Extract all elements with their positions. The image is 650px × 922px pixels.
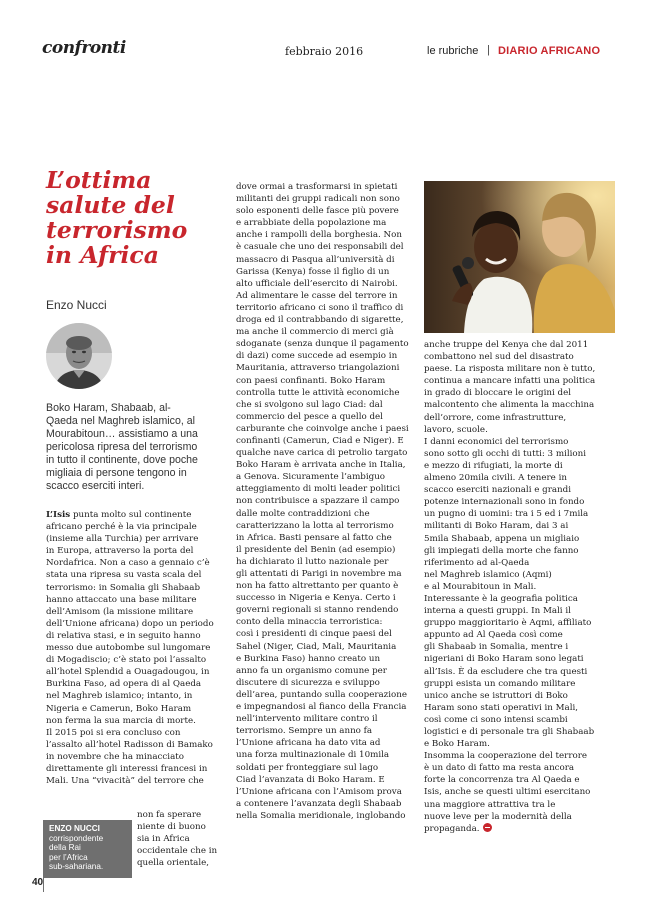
text-line: Mali. Una “vivacità” del terrore che [46, 776, 204, 787]
text-line: unico anche se istruttori di Boko [424, 690, 568, 701]
text-line: (insieme alla Turchia) per arrivare [46, 534, 199, 545]
text-line: non ferma la sua marcia di morte. [46, 715, 196, 726]
text-line: il presidente del Benin (ad esempio) [236, 544, 396, 555]
text-line: caratterizzano la lotta al terrorismo [236, 520, 394, 531]
text-line: messo due autobombe sul lungomare [46, 643, 211, 654]
text-line: Boko Haram è arrivata anche in Italia, [236, 460, 406, 471]
text-line: nel Maghreb islamico (Aqmi) [424, 569, 552, 580]
text-line: propaganda. [424, 823, 614, 835]
text-line: lavoro, scuole. [424, 424, 488, 435]
text-line: a Genova. Sicuramente l’ambiguo [236, 472, 386, 483]
text-line: interna a questi gruppi. In Mali il [424, 606, 571, 617]
text-line: forte la concorrenza tra Al Qaeda e [424, 775, 580, 786]
text-line: appunto ad Al Qaeda così come [424, 630, 563, 641]
text-line: niente di buono [137, 822, 206, 833]
text-line: con paesi confinanti. Boko Haram [236, 375, 386, 386]
text-line: Ad alimentare le casse del terrore in [236, 290, 398, 301]
author-box-line: corrispondente [49, 833, 104, 843]
text-line: discutere di sicurezza e sviluppo [236, 677, 380, 688]
text-line: gruppi esista un comando militare [424, 678, 576, 689]
text-line: sono sotto gli occhi di tutti: 3 milioni [424, 448, 587, 459]
text-line: commercio del pesce a quello del [236, 411, 383, 422]
text-line: anche i rampolli della borghesia. Non [236, 230, 402, 241]
author-box-line: per l’Africa [49, 852, 88, 862]
text-line: e mezzo di rifugiati, la morte di [424, 460, 563, 471]
section-title: DIARIO AFRICANO [498, 45, 601, 57]
text-line: ma anche il commercio di merci già [236, 327, 394, 338]
article-title [46, 168, 206, 268]
dropcap-word: L’Isis [46, 510, 71, 520]
text-line: che si svolgono sul lago Ciad: dal [236, 399, 383, 410]
text-line: Nigeria e Camerun, Boko Haram [46, 703, 192, 714]
text-line: di dazi) come succede ad esempio in [236, 351, 398, 362]
lead-line: scacco eserciti interi. [46, 480, 145, 492]
text-line: militanti dei gruppi radicali non sono [236, 194, 400, 205]
text-line: occidentale che in [137, 846, 218, 857]
text-line: combattono nel sud del disastrato [424, 352, 574, 363]
title-line: terrorismo [46, 216, 188, 244]
title-line: in Africa [46, 241, 159, 269]
lead-line: Qaeda nel Maghreb islamico, al [46, 415, 195, 427]
text-line: e impegnandosi al fianco della Francia [236, 702, 407, 713]
text-line: non contribuisce a spazzare il campo [236, 496, 400, 507]
text-line: terrorismo: in Somalia gli Shabaab [46, 582, 201, 593]
text-line: Interessante è la geografia politica [424, 593, 578, 604]
text-line: territorio africano ci sono il traffico di [236, 302, 404, 313]
text-line: l’Unione africana ha dato vita ad [236, 738, 381, 749]
lead-line: Mourabitoun… assistiamo a una [46, 428, 198, 440]
text-line: atteggiamento di molti leader politici [236, 484, 401, 495]
text-line: stata una ripresa su vasta scala del [46, 570, 202, 581]
text-line: all’Isis. È da escludere che tra questi [424, 666, 588, 677]
author-portrait [46, 323, 112, 389]
text-line: I danni economici del terrorismo [424, 436, 569, 447]
text-line: malcontento che alimenta la macchina [424, 400, 595, 411]
text-line: direttamente gli interessi francesi in [46, 763, 208, 774]
magazine-logo: confronti [42, 38, 126, 58]
text-line: dalle molte contraddizioni che [236, 508, 370, 519]
article-photo-image [424, 181, 615, 333]
text-line: una forza multinazionale di 10mila [236, 750, 390, 761]
text-line: successo in Nigeria e Kenya. Certo i [236, 593, 396, 604]
text-line: di Mogadiscio; c’è stato poi l’assalto [46, 655, 207, 666]
text-line: ha dichiarato il lutto nazionale per [236, 556, 389, 567]
text-line: l’Unione africana con l’Amisom prova [236, 786, 402, 797]
author-portrait-image [46, 323, 112, 389]
text-line: nel Maghreb islamico; intanto, in [46, 691, 193, 702]
text-line: africano perché è la via principale [46, 522, 197, 533]
text-line: anno fa un organismo comune per [236, 665, 387, 676]
author-byline: Enzo Nucci [46, 298, 107, 312]
text-line: Mauritania, attraverso triangolazioni [236, 363, 400, 374]
text-line: Haram sono stati operativi in Mali, [424, 702, 579, 713]
text-line: almeno 20mila civili. A tenere in [424, 473, 567, 484]
text-line: gli Shabaab in Somalia, mentre i [424, 642, 569, 653]
text-line: conto della minaccia terroristica: [236, 617, 383, 628]
text-line: non fa sperare [137, 810, 202, 820]
text-line: dell’orrore, come infrastrutture, [424, 412, 567, 423]
text-line: Ciad l’avanzata di Boko Haram. E [236, 774, 385, 785]
text-line: in Europa, attraverso la porta del [46, 546, 194, 557]
text-line: all’hotel Splendid a Ouagadougou, in [46, 667, 210, 678]
text-line: governi regionali si stanno rendendo [236, 605, 399, 616]
text-line: droga ed il contrabbando di sigarette, [236, 315, 404, 326]
text-line: nell’intervento militare contro il [236, 714, 378, 725]
page-number: 40 [32, 877, 44, 888]
title-line: salute del [46, 191, 175, 219]
rubric-label: le rubriche [427, 45, 479, 57]
text-line: in novembre che ha minacciato [46, 751, 184, 762]
article-photo [424, 181, 615, 333]
text-line: dell’area, puntando sulla cooperazione [236, 689, 408, 700]
text-line: scacco eserciti nazionali e grandi [424, 485, 571, 496]
text-line: logistici e di personale tra gli Shabaab [424, 727, 595, 737]
text-line: l’assalto all’hotel Radisson di Bamako [46, 739, 213, 750]
title-line: L’ottima [46, 166, 152, 194]
lead-line: pericolosa ripresa del terrorismo [46, 441, 198, 453]
author-info-box [44, 820, 132, 878]
text-line: paese. La risposta militare non è tutto, [424, 364, 596, 375]
text-line: dell’Unione africana) dopo un periodo [46, 618, 214, 629]
text-line: Insomma la cooperazione del terrore [424, 751, 588, 762]
text-line: gli attentati di Parigi in novembre ma [236, 569, 402, 579]
text-line: anche truppe del Kenya che dal 2011 [424, 340, 589, 350]
text-line: quella orientale, [137, 858, 210, 869]
text-line: dove ormai a trasformarsi in spietati [236, 182, 398, 192]
author-box-line: sub-sahariana. [49, 862, 104, 872]
author-box-line: della Rai [49, 843, 81, 853]
text-line: nella Somalia meridionale, inglobando [236, 810, 406, 821]
text-line: e arrabbiate della popolazione ma [236, 218, 387, 229]
text-line: e Boko Haram. [424, 739, 490, 750]
text-line: confinanti (Camerun, Ciad e Niger). E [236, 435, 404, 446]
text-line: potenze internazionali sono in fondo [424, 497, 585, 508]
lead-line: migliaia di persone tengono in [46, 467, 187, 479]
text-line: solo esponenti delle fasce più povere [236, 206, 399, 217]
text-line: Burkina Faso, ad opera di al Qaeda [46, 679, 202, 690]
text-line: terrorismo. Sempre un anno fa [236, 726, 373, 737]
column-1-continuation [137, 809, 223, 869]
text-line: soldati per fronteggiare sul lago [236, 762, 379, 773]
text-line: nigeriani di Boko Haram sono legati [424, 654, 584, 665]
header-separator: | [487, 44, 490, 56]
end-of-article-icon [483, 823, 492, 832]
lead-line: in tutto il continente, dove poche [46, 454, 198, 466]
issue-date: febbraio 2016 [285, 45, 364, 58]
text-line: gruppo maggioritario è Aqmi, affiliato [424, 618, 592, 629]
text-line: sdoganate (senza dunque il pagamento [236, 339, 409, 350]
text-line: hanno attaccato una base militare [46, 594, 197, 605]
column-1-text [46, 509, 218, 787]
text-line: Isis, anche se questi ultimi esercitano [424, 787, 591, 798]
text-line: alto ufficiale dell’esercito di Nairobi. [236, 278, 398, 289]
text-line: una maggiore attrattiva tra le [424, 799, 556, 810]
text-line: Sahel (Niger, Ciad, Mali, Mauritania [236, 641, 397, 652]
text-line: dell’Amisom (la missione militare [46, 606, 194, 617]
article-lead [46, 402, 214, 493]
text-line: non ha fatto altrettanto per quanto è [236, 581, 399, 592]
author-box-name: ENZO NUCCI [49, 824, 100, 833]
text-line: gli impiegati della morte che fanno [424, 545, 579, 556]
text-line: sia in Africa [137, 834, 190, 845]
text-line: così come ci sono intensi scambi [424, 714, 568, 725]
text-line: così i presidenti di cinque paesi del [236, 629, 392, 640]
text-line: 5mila Shabaab, appena un migliaio [424, 533, 580, 544]
text-line: controlla tutte le attività economiche [236, 387, 400, 398]
text-line: Garissa (Kenya) fosse il figlio di un [236, 266, 390, 277]
text-line: in grado di bloccare le origini del [424, 388, 572, 399]
text-line: qualche nave carica di petrolio targato [236, 448, 408, 459]
text-line: massacro di Pasqua all’università di [236, 254, 395, 265]
text-line: Nordafrica. Non a caso a gennaio c’è [46, 558, 210, 569]
column-3-text [424, 339, 614, 835]
text-line: L’Isis punta molto sul continente [46, 510, 192, 520]
text-line: militanti di Boko Haram, dai 3 ai [424, 521, 569, 532]
text-line: riferimento ad al-Qaeda [424, 557, 530, 568]
text-line: e al Mourabitoun in Mali. [424, 581, 537, 592]
text-line: continua a mancare infatti una politica [424, 376, 596, 387]
text-line: un pugno di uomini: tra i 5 ed i 7mila [424, 509, 589, 520]
lead-line: Boko Haram, Shabaab, al- [46, 402, 171, 414]
column-2-text [236, 181, 409, 822]
text-line: è un dato di fatto ma resta ancora [424, 763, 575, 774]
text-line: carburante che coinvolge anche i paesi [236, 423, 409, 434]
text-line: di relativa stasi, e in seguito hanno [46, 630, 201, 641]
text-line: e Burkina Faso) hanno creato un [236, 653, 381, 664]
text-line: nuove leve per la modernità della [424, 811, 572, 822]
text-line: in Africa. Basti pensare al fatto che [236, 532, 392, 543]
text-line: a contenere l’avanzata degli Shabaab [236, 798, 402, 809]
text-line: Il 2015 poi si era concluso con [46, 727, 181, 738]
text-line: è casuale che uno dei responsabili del [236, 242, 404, 253]
